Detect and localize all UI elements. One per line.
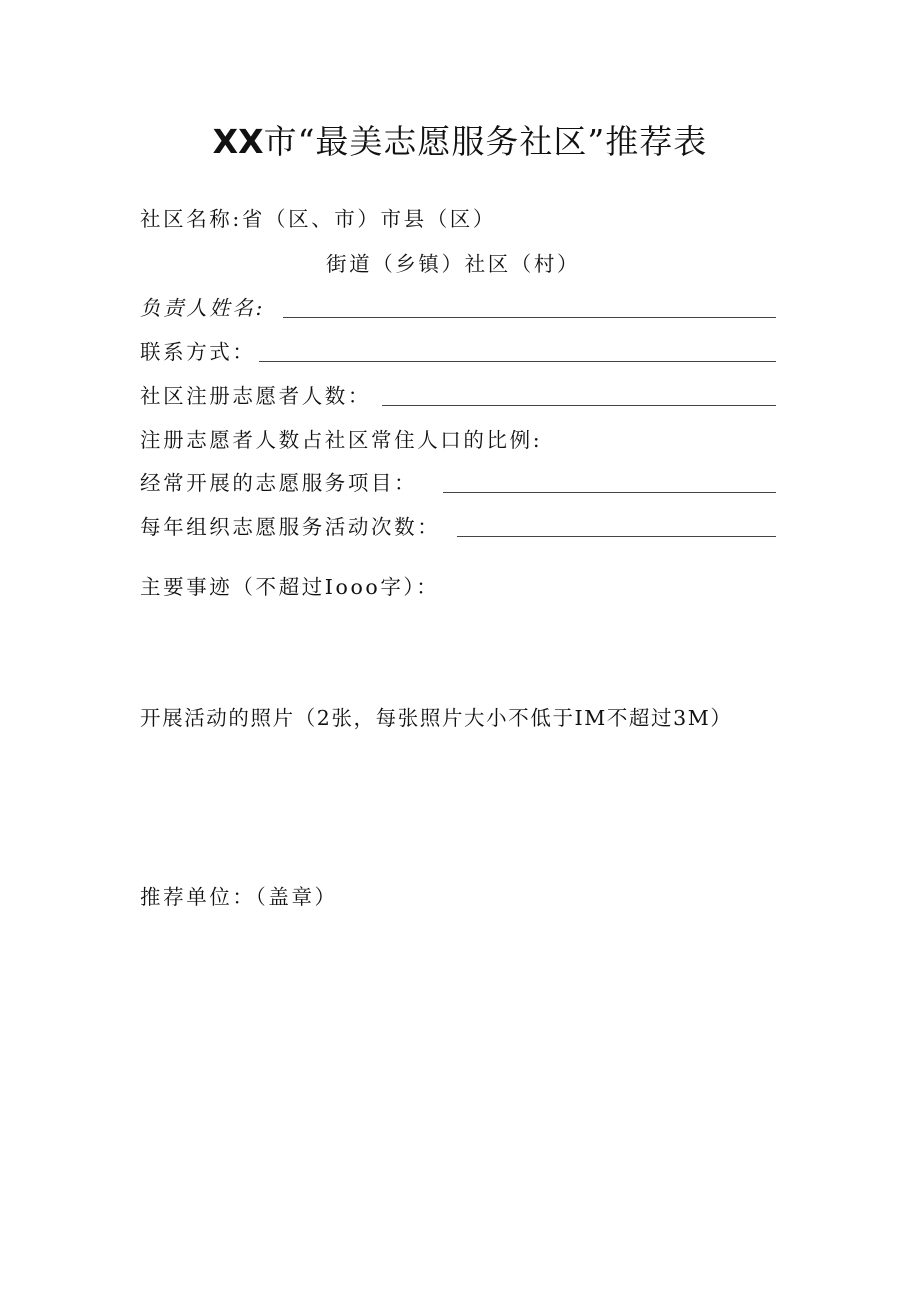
activity-photos-label: 开展活动的照片（2张，每张照片大小不低于IM不超过3M） — [140, 706, 733, 730]
leader-name-label: 负责人姓名: — [140, 296, 266, 320]
leader-name-field[interactable] — [283, 317, 776, 318]
main-deeds-label: 主要事迹（不超过Iooo字）： — [140, 575, 440, 599]
page-title — [0, 116, 920, 163]
annual-activity-count-field[interactable] — [457, 536, 776, 537]
community-name-label-line2: 街道（乡镇）社区（村） — [326, 252, 581, 276]
community-name-label: 社区名称:省（区、市）市县（区） — [140, 207, 497, 231]
title-prefix: XX — [212, 122, 264, 161]
volunteer-count-field[interactable] — [382, 405, 776, 406]
recommender-label: 推荐单位：（盖章） — [140, 885, 338, 909]
contact-field[interactable] — [259, 361, 776, 362]
annual-activity-count-label: 每年组织志愿服务活动次数： — [140, 515, 441, 539]
title-main: 市“最美志愿服务社区”推荐表 — [263, 122, 708, 161]
service-projects-field[interactable] — [443, 492, 776, 493]
volunteer-ratio-label: 注册志愿者人数占社区常住人口的比例: — [140, 428, 543, 452]
contact-label: 联系方式： — [140, 340, 256, 364]
volunteer-count-label: 社区注册志愿者人数： — [140, 384, 371, 408]
service-projects-label: 经常开展的志愿服务项目： — [140, 471, 418, 495]
